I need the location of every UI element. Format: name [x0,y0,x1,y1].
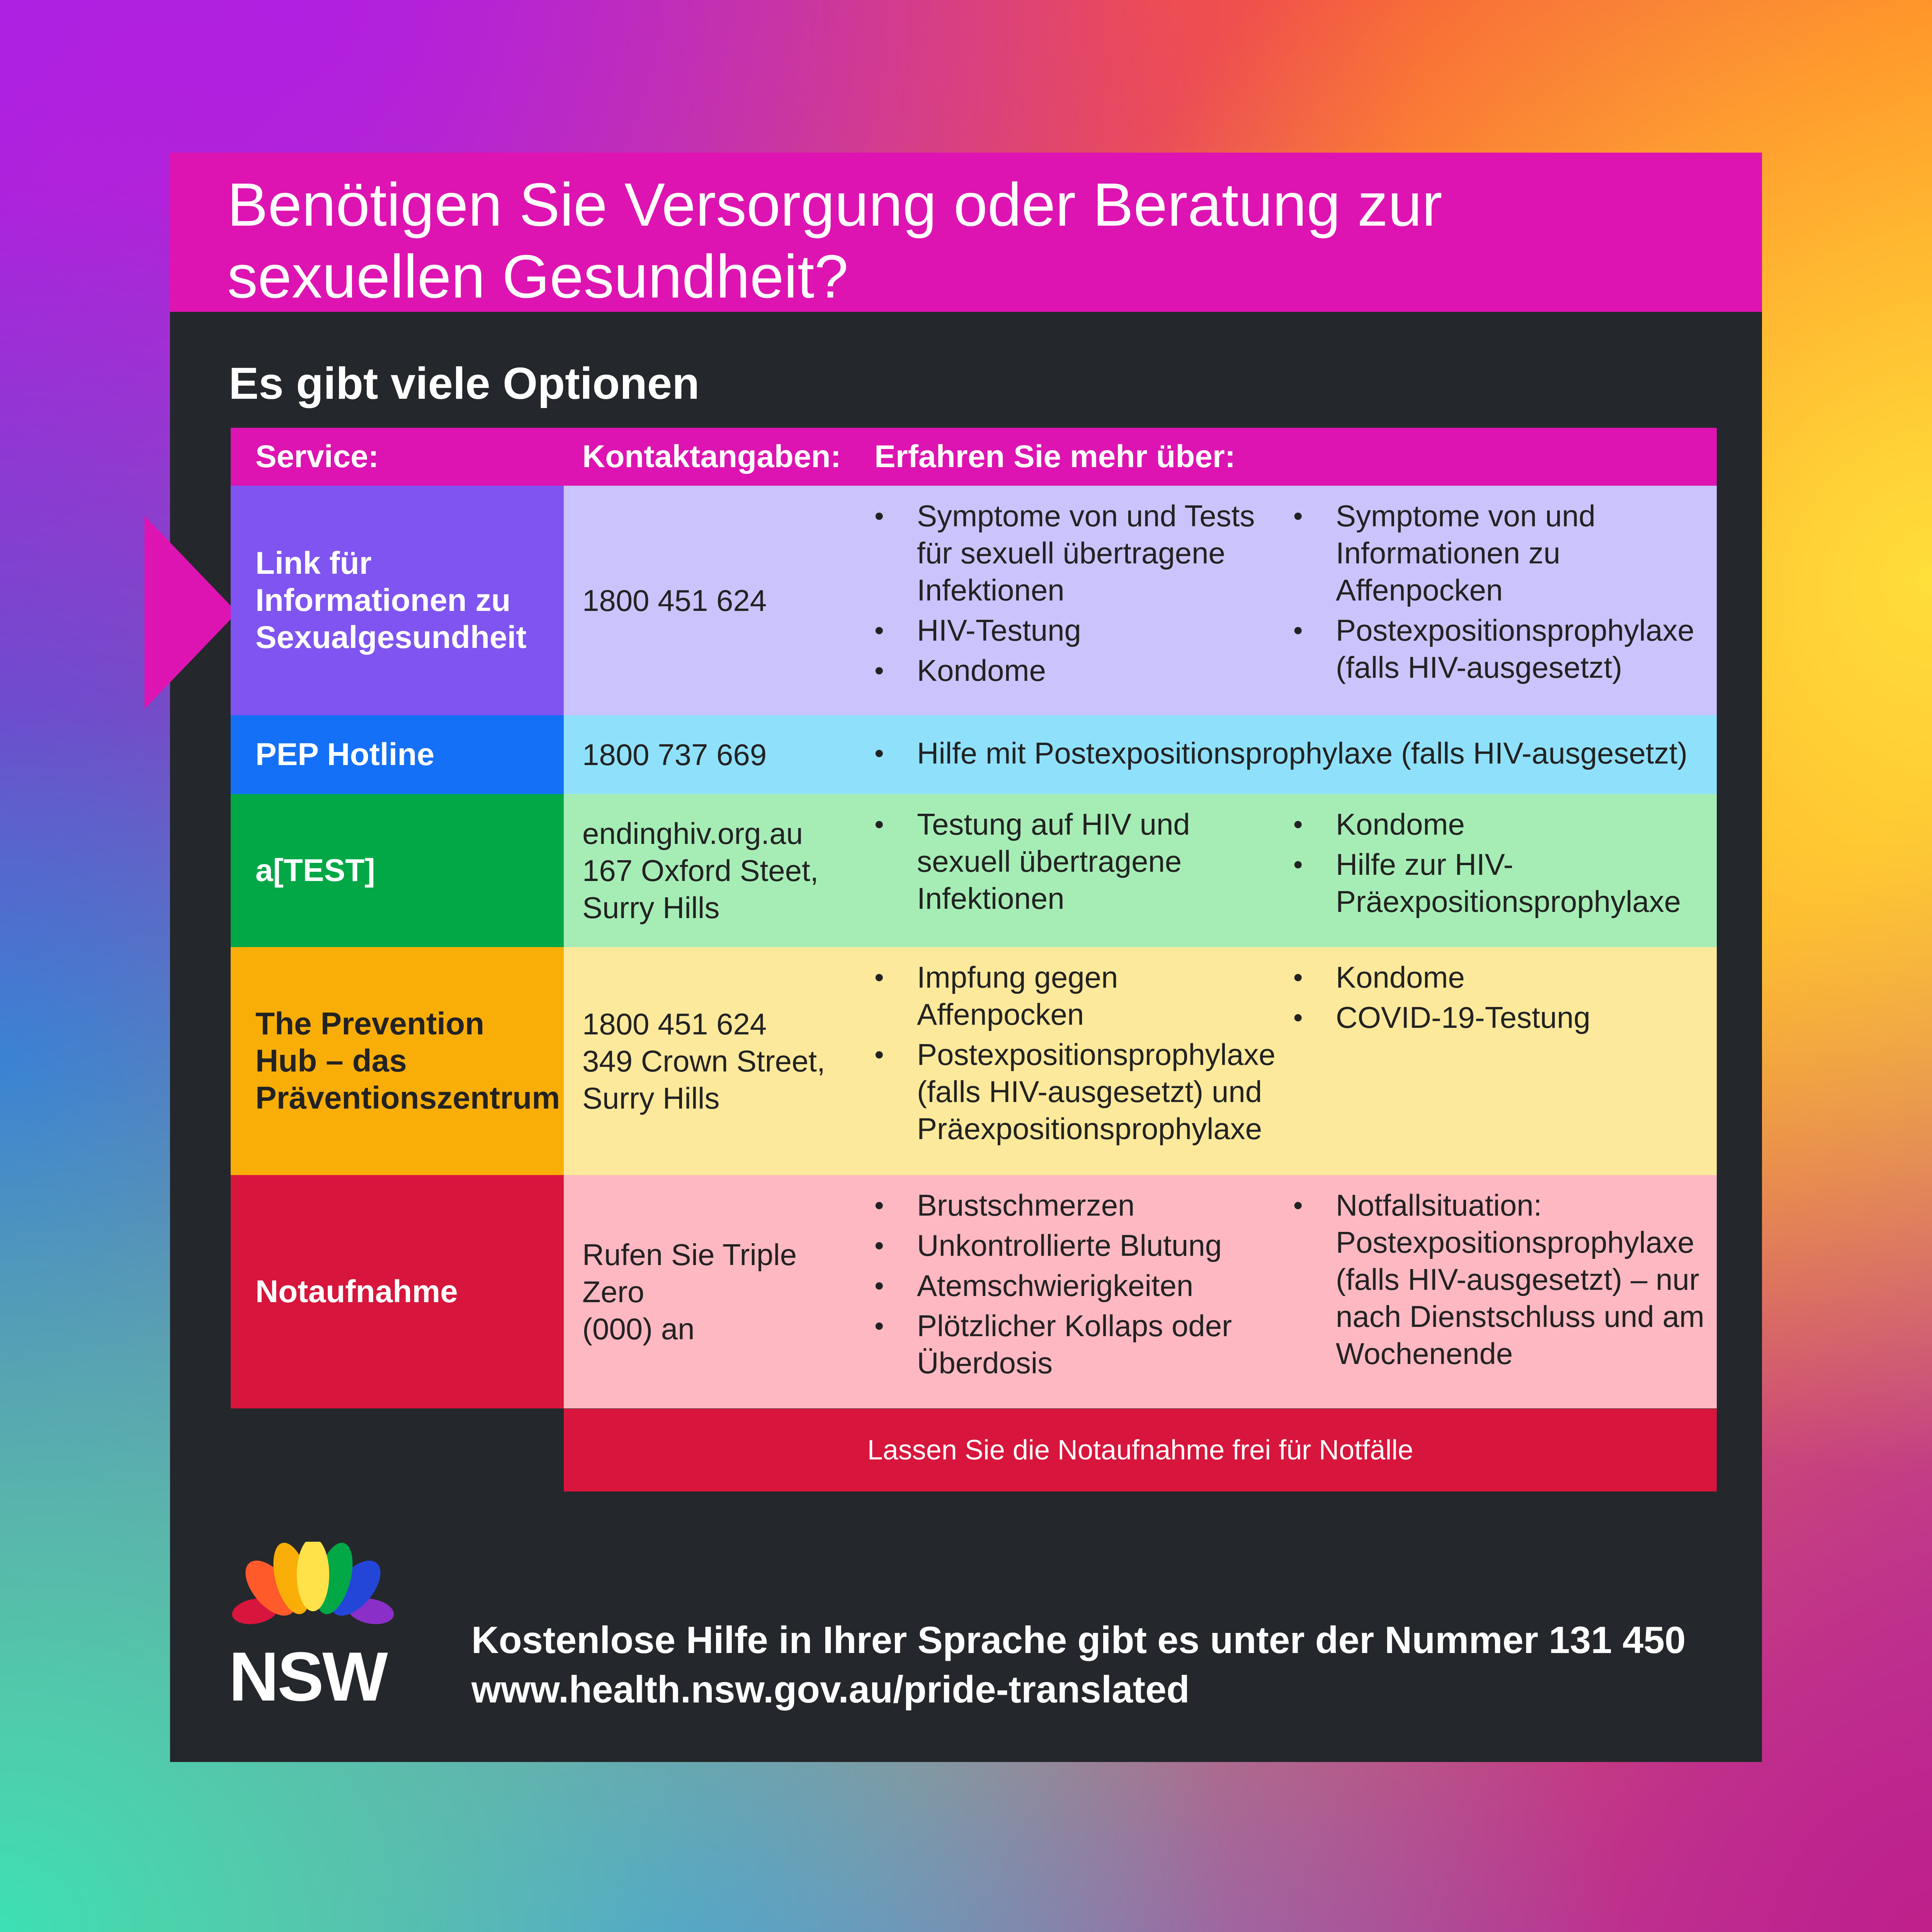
address-line: 349 Crown Street, [582,1044,825,1078]
table-row [231,1175,1717,1408]
phone-number: 1800 451 624 [582,583,767,617]
list-item: • COVID-19-Testung [1293,999,1705,1036]
list-item: • Symptome von und Tests für sexuell übertragene Infektionen [874,497,1282,609]
list-item: • Testung auf HIV und sexuell übertragene Infektionen [874,806,1282,917]
contact-cell [564,715,874,794]
contact-cell [564,947,874,1175]
address-line: 167 Oxford Steet, [582,854,819,888]
services-table [231,428,1717,1408]
table-row [231,715,1717,794]
list-item: • Impfung gegen Affenpocken [874,959,1282,1033]
info-column-1 [874,794,1293,947]
table-header-row [231,428,1717,486]
nsw-logo-text: NSW [229,1638,386,1716]
phone-number: 1800 451 624 [582,1007,767,1041]
info-column-2 [1293,1175,1717,1408]
info-column-1 [874,715,1717,794]
address-line: Surry Hills [582,891,720,925]
service-cell: Notaufnahme [231,1175,564,1408]
contact-cell [564,794,874,947]
title-line-2: sexuellen Gesundheit? [227,243,849,311]
list-item: • Postexpositionsprophylaxe (falls HIV-ausgesetzt) und Präexpositionsprophylaxe [874,1036,1282,1147]
contact-line: Rufen Sie Triple Zero [582,1238,797,1309]
list-item: • Postexpositionsprophylaxe (falls HIV-ausgesetzt) [1293,612,1705,686]
list-item: • Kondome [1293,959,1705,996]
list-item: • Notfallsituation: Postexpositionsprophylaxe (falls HIV-ausgesetzt) – nur nach Dienstschluss und am Wochenende [1293,1187,1705,1372]
list-item: • Unkontrollierte Blutung [874,1227,1282,1264]
table-row [231,794,1717,947]
column-header-contact: Kontaktangaben: [564,428,874,486]
emergency-footnote: Lassen Sie die Notaufnahme frei für Notfälle [564,1409,1717,1492]
info-column-2 [1293,947,1717,1175]
column-header-learn-more: Erfahren Sie mehr über: [874,428,1717,486]
list-item: • Atemschwierigkeiten [874,1267,1282,1304]
table-row [231,947,1717,1175]
phone-number: 1800 737 669 [582,738,767,772]
footer [471,1615,1685,1714]
subtitle: Es gibt viele Optionen [229,358,700,408]
list-item: • Plötzlicher Kollaps oder Überdosis [874,1307,1282,1381]
website-link[interactable]: endinghiv.org.au [582,816,803,850]
title-line-1: Benötigen Sie Versorgung oder Beratung zur [227,171,1442,239]
address-line: Surry Hills [582,1081,720,1115]
service-cell: PEP Hotline [231,715,564,794]
info-column-1 [874,1175,1293,1408]
contact-cell [564,486,874,715]
table-row [231,486,1717,715]
contact-cell [564,1175,874,1408]
helpline-text: Kostenlose Hilfe in Ihrer Sprache gibt es unter der Nummer 131 450 [471,1619,1686,1661]
list-item: • HIV-Testung [874,612,1282,649]
info-column-2 [1293,486,1717,715]
pointer-arrow-icon [145,516,237,709]
website-link[interactable]: www.health.nsw.gov.au/pride-translated [471,1668,1190,1711]
contact-line: (000) an [582,1312,695,1346]
list-item: • Hilfe zur HIV-Präexpositionsprophylaxe [1293,846,1705,920]
list-item: • Brustschmerzen [874,1187,1282,1224]
info-column-1 [874,947,1293,1175]
list-item: • Symptome von und Informationen zu Affenpocken [1293,497,1705,609]
list-item: • Kondome [1293,806,1705,843]
list-item: • Kondome [874,652,1282,689]
header-banner [170,153,1762,312]
service-cell: The Prevention Hub – das Präventionszentrum [231,947,564,1175]
info-column-1 [874,486,1293,715]
service-cell: a[TEST] [231,794,564,947]
list-item: • Hilfe mit Postexpositionsprophylaxe (falls HIV-ausgesetzt) [874,735,1705,772]
service-cell: Link für Informationen zu Sexualgesundheit [231,486,564,715]
column-header-service: Service: [231,428,564,486]
page-title [227,169,1762,313]
info-column-2 [1293,794,1717,947]
